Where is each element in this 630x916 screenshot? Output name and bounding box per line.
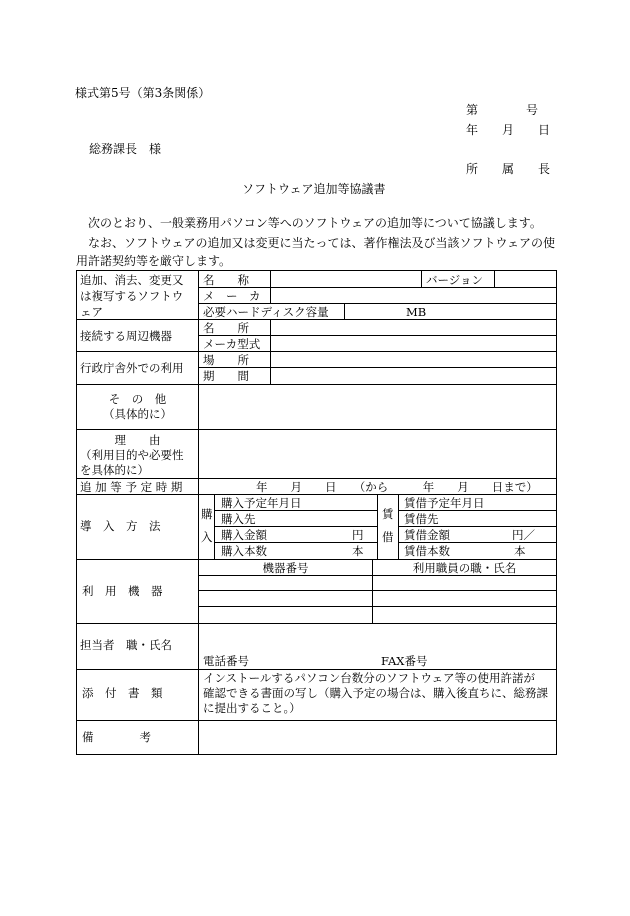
user-staff-row-3[interactable] bbox=[373, 607, 555, 622]
lease-label-1: 賃 bbox=[382, 507, 394, 521]
addressee: 総務課長 様 bbox=[89, 142, 162, 156]
document-date: 年 月 日 bbox=[466, 123, 551, 137]
lease-vendor-label: 賃借先 bbox=[404, 512, 439, 526]
device-number-row-3[interactable] bbox=[199, 607, 371, 622]
purchase-label-1: 購 bbox=[201, 507, 213, 521]
purchase-vendor-label: 購入先 bbox=[221, 512, 256, 526]
form-number: 様式第5号（第3条関係） bbox=[75, 86, 211, 100]
intro-line-1: 次のとおり、一般業務用パソコン等へのソフトウェアの追加等について協議します。 bbox=[88, 216, 542, 230]
software-label-line-1: 追加、消去、変更又 bbox=[80, 273, 184, 287]
sender: 所 属 長 bbox=[466, 162, 551, 176]
place-field[interactable] bbox=[271, 352, 555, 366]
purchase-amount-label: 購入金額 bbox=[221, 528, 267, 542]
peripheral-model-field[interactable] bbox=[271, 336, 555, 350]
device-number-row-2[interactable] bbox=[199, 591, 371, 605]
usage-devices-label: 利 用 機 器 bbox=[82, 584, 163, 598]
period-label: 期 間 bbox=[203, 369, 249, 383]
attachments-text-2: 確認できる書面の写し（購入予定の場合は、購入後直ちに、総務課 bbox=[203, 686, 548, 700]
purchase-date-label: 購入予定年月日 bbox=[221, 496, 302, 510]
other-field[interactable] bbox=[199, 385, 555, 428]
reason-sublabel-1: （利用目的や必要性 bbox=[80, 448, 184, 462]
purchase-label-2: 入 bbox=[201, 530, 213, 544]
method-label: 導 入 方 法 bbox=[80, 519, 161, 533]
contact-person-field[interactable] bbox=[199, 624, 555, 650]
user-staff-row-2[interactable] bbox=[373, 591, 555, 605]
version-label: バージョン bbox=[426, 273, 484, 287]
remarks-label: 備 考 bbox=[82, 730, 151, 744]
place-label: 場 所 bbox=[203, 353, 249, 367]
intro-line-2: なお、ソフトウェアの追加又は変更に当たっては、著作権法及び当該ソフトウェアの使 bbox=[88, 236, 556, 250]
software-label-line-3: ェア bbox=[80, 305, 103, 319]
disk-capacity-label: 必要ハードディスク容量 bbox=[203, 305, 329, 319]
peripheral-model-label: メーカ型式 bbox=[203, 337, 261, 351]
maker-label: メ ー カ bbox=[203, 289, 261, 303]
document-title: ソフトウェア追加等協議書 bbox=[242, 182, 386, 196]
purchase-yen-unit: 円 bbox=[352, 528, 364, 542]
reason-field[interactable] bbox=[199, 430, 555, 477]
attachments-text-1: インストールするパソコン台数分のソフトウェア等の使用許諾が bbox=[203, 671, 536, 685]
other-sublabel: （具体的に） bbox=[103, 407, 172, 421]
period-field[interactable] bbox=[271, 368, 555, 383]
outside-use-label: 行政庁舎外での利用 bbox=[80, 361, 184, 375]
version-field[interactable] bbox=[495, 271, 555, 286]
document-number: 第 号 bbox=[466, 103, 539, 117]
software-name-field[interactable] bbox=[271, 271, 420, 286]
fax-label: FAX番号 bbox=[381, 654, 428, 668]
lease-date-label: 賃借予定年月日 bbox=[404, 496, 485, 510]
purchase-count-label: 購入本数 bbox=[221, 544, 267, 558]
device-number-header: 機器番号 bbox=[262, 561, 309, 575]
schedule-label: 追 加 等 予 定 時 期 bbox=[80, 480, 183, 494]
peripheral-label: 接続する周辺機器 bbox=[80, 329, 172, 343]
maker-field[interactable] bbox=[271, 288, 555, 302]
attachments-text-3: に提出すること。） bbox=[203, 701, 301, 715]
user-staff-row-1[interactable] bbox=[373, 576, 555, 589]
reason-sublabel-2: を具体的に） bbox=[80, 463, 149, 477]
schedule-value[interactable]: 年 月 日 （から 年 月 日まで） bbox=[256, 480, 538, 494]
lease-count-label: 賃借本数 bbox=[404, 544, 450, 558]
reason-label: 理 由 bbox=[114, 433, 161, 447]
other-label: そ の 他 bbox=[108, 392, 167, 406]
software-name-label: 名 称 bbox=[203, 273, 249, 287]
phone-label: 電話番号 bbox=[203, 654, 249, 668]
device-number-row-1[interactable] bbox=[199, 576, 371, 589]
peripheral-name-label: 名 所 bbox=[203, 321, 249, 335]
lease-amount-label: 賃借金額 bbox=[404, 528, 450, 542]
intro-line-3: 用許諾契約等を厳守します。 bbox=[76, 254, 232, 268]
user-staff-header: 利用職員の職・氏名 bbox=[412, 561, 517, 575]
software-label-line-2: は複写するソフトウ bbox=[80, 289, 184, 303]
lease-hon-unit: 本 bbox=[514, 544, 526, 558]
contact-person-label: 担当者 職・氏名 bbox=[80, 638, 172, 652]
purchase-hon-unit: 本 bbox=[352, 544, 364, 558]
disk-capacity-field[interactable] bbox=[345, 304, 555, 318]
remarks-field[interactable] bbox=[199, 721, 555, 753]
mb-unit: MB bbox=[406, 305, 427, 319]
lease-yen-unit: 円／ bbox=[512, 528, 535, 542]
peripheral-name-field[interactable] bbox=[271, 320, 555, 334]
attachments-label: 添 付 書 類 bbox=[82, 686, 163, 700]
lease-label-2: 借 bbox=[382, 530, 394, 544]
